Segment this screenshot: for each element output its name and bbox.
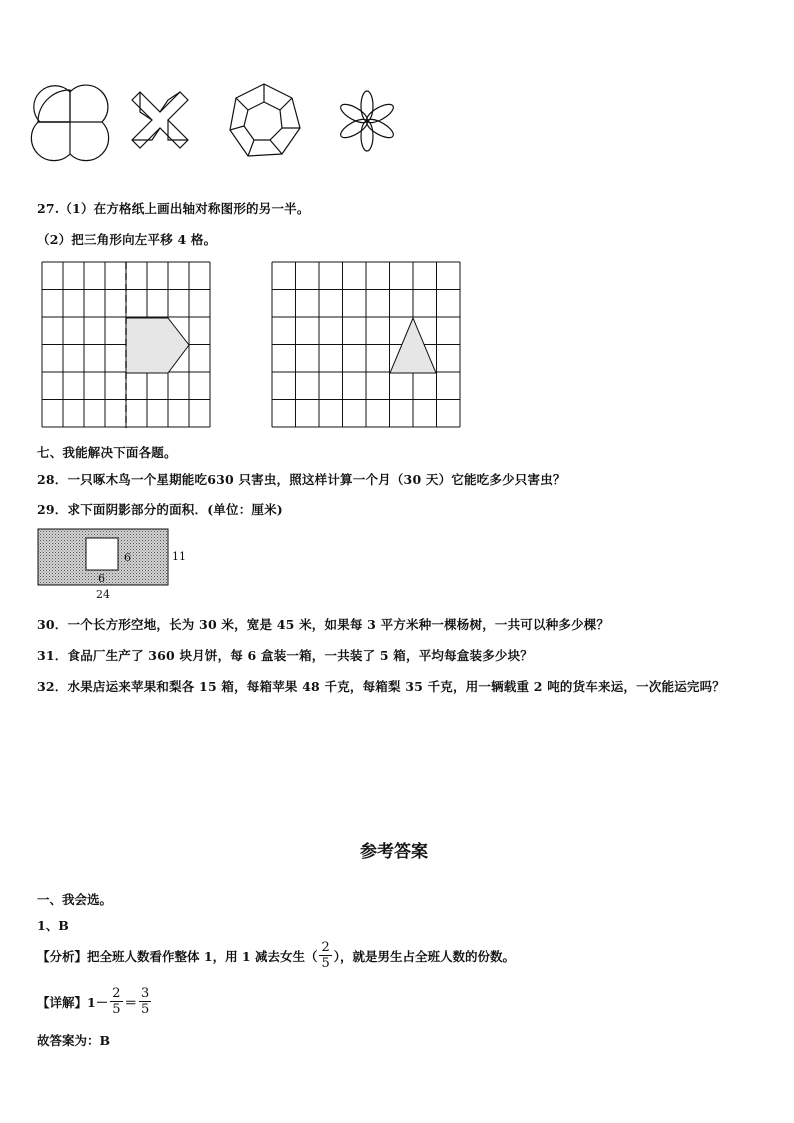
answers-title: 参考答案 xyxy=(360,842,428,862)
answer-final: 故答案为：B xyxy=(37,1033,111,1048)
detail-fraction-2: $\frac{3}{5}$ xyxy=(141,986,150,1017)
q32-text: 32．水果店运来苹果和梨各 15 箱，每箱苹果 48 千克，每箱梨 35 千克，用一辆载重 2 吨的货车来运，一次能运完吗？ xyxy=(37,679,725,694)
label-inner-side: 6 xyxy=(124,551,131,564)
x-shape-figure xyxy=(132,92,188,148)
inner-square xyxy=(86,538,118,570)
analysis-post: ），就是男生占全班人数的份数。 xyxy=(333,948,516,964)
heptagon-figure xyxy=(226,82,302,158)
detail-equals: ＝ xyxy=(124,994,138,1010)
q31-text: 31．食品厂生产了 360 块月饼，每 6 盒装一箱，一共装了 5 箱，平均每盒装多少块？ xyxy=(37,648,533,663)
detail-tag: 【详解】 xyxy=(37,994,88,1010)
q29-text: 29．求下面阴影部分的面积．(单位：厘米) xyxy=(37,502,283,517)
label-inner-bottom: 6 xyxy=(98,572,105,585)
detail-fraction-1: $\frac{2}{5}$ xyxy=(112,986,121,1017)
analysis-pre: 把全班人数看作整体 1，用 1 减去女生（ xyxy=(87,948,318,964)
section7-heading: 七、我能解决下面各题。 xyxy=(37,445,177,460)
grid-left-symmetry xyxy=(42,262,212,428)
triangle-shape xyxy=(390,318,436,373)
grid-right-translation xyxy=(272,262,461,428)
q30-text: 30．一个长方形空地，长为 30 米，宽是 45 米，如果每 3 平方米种一棵杨树，一共可以种多少棵？ xyxy=(37,617,610,632)
half-pentagon-shape xyxy=(126,318,189,373)
flower-figure xyxy=(334,88,400,154)
pinwheel-figure xyxy=(36,88,104,156)
label-height: 11 xyxy=(172,550,186,563)
answers-section1: 一、我会选。 xyxy=(37,892,113,907)
q27-line2: （2）把三角形向左平移 4 格。 xyxy=(37,232,217,247)
analysis-fraction: $\frac{2}{5}$ xyxy=(321,940,330,971)
analysis-tag: 【分析】 xyxy=(37,948,88,964)
answer-item1: 1、B xyxy=(37,918,69,933)
q28-text: 28．一只啄木鸟一个星期能吃630 只害虫，照这样计算一个月（30 天）它能吃多少只害虫？ xyxy=(37,472,566,487)
detail-line xyxy=(37,986,153,1017)
analysis-line xyxy=(37,940,515,971)
label-width: 24 xyxy=(96,588,110,601)
detail-lead: 1－ xyxy=(87,994,109,1010)
shaded-rectangle-figure xyxy=(37,528,187,600)
q27-line1: 27.（1）在方格纸上画出轴对称图形的另一半。 xyxy=(37,201,310,216)
